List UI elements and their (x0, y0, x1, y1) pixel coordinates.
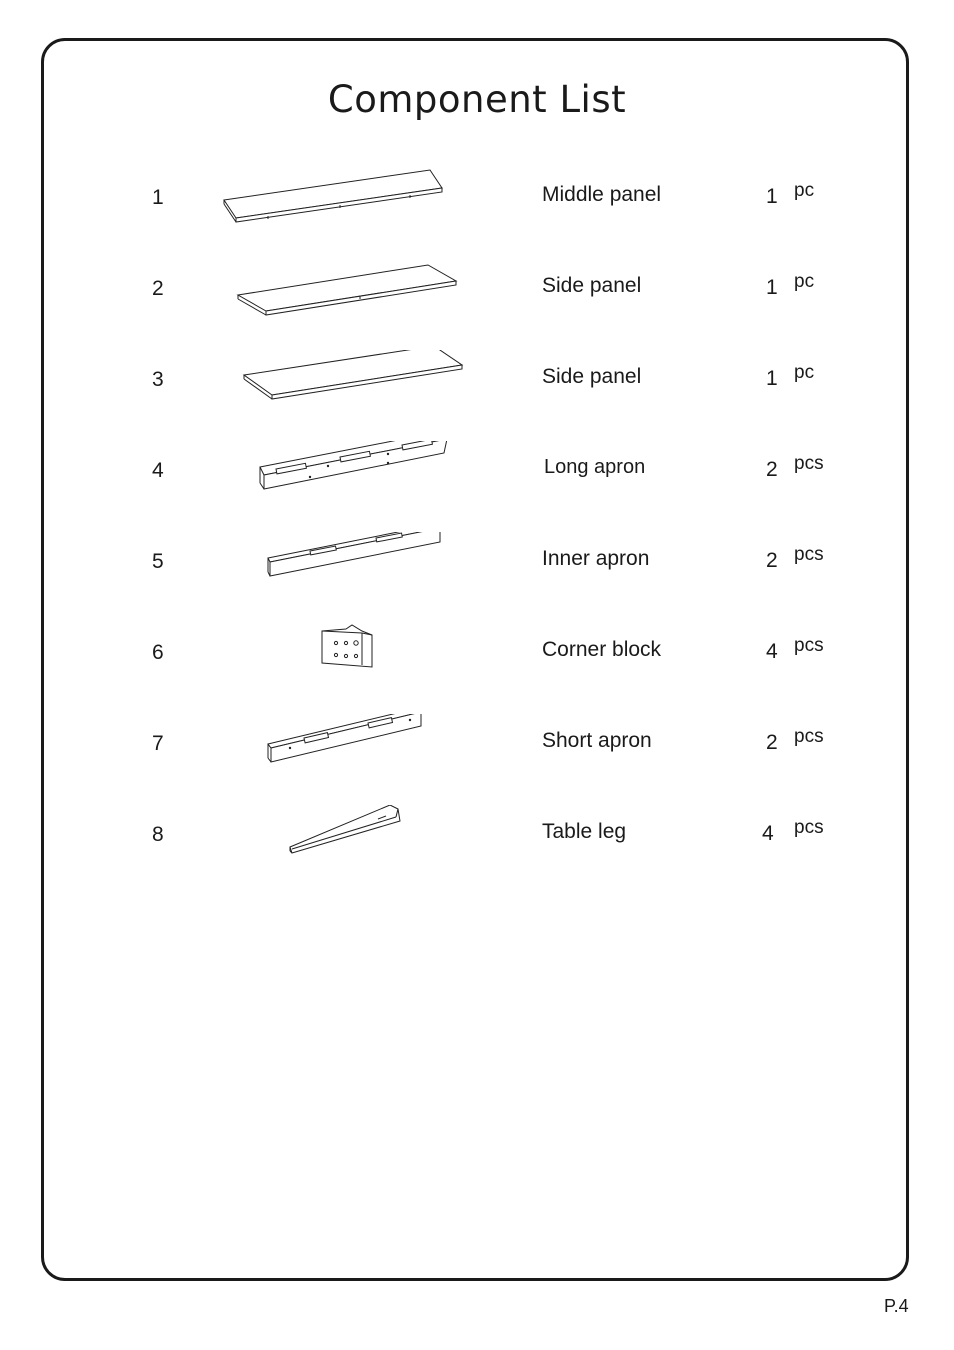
component-unit: pcs (794, 453, 824, 474)
component-qty: 2 (766, 549, 778, 572)
component-row (0, 623, 954, 693)
component-unit: pcs (794, 726, 824, 747)
side-panel-icon (210, 350, 480, 420)
component-number: 4 (152, 459, 164, 482)
component-name: Side panel (542, 365, 642, 388)
component-row (0, 805, 954, 875)
component-row (0, 259, 954, 329)
page-number: P.4 (884, 1296, 909, 1316)
component-qty: 2 (766, 731, 778, 754)
component-row (0, 168, 954, 238)
component-qty: 2 (766, 458, 778, 481)
component-number: 3 (152, 368, 164, 391)
component-name: Corner block (542, 638, 662, 661)
page-title: Component List (327, 78, 627, 121)
component-row (0, 441, 954, 511)
component-number: 1 (152, 186, 164, 209)
component-qty: 1 (766, 367, 778, 390)
component-number: 8 (152, 823, 164, 846)
inner-apron-icon (210, 532, 480, 602)
side-panel-icon (210, 259, 480, 329)
component-unit: pc (794, 271, 815, 292)
component-unit: pc (794, 362, 815, 383)
short-apron-icon (210, 714, 480, 784)
middle-panel-icon (210, 168, 480, 238)
long-apron-icon (210, 441, 480, 511)
component-qty: 1 (766, 185, 778, 208)
corner-block-icon (210, 623, 480, 693)
component-number: 2 (152, 277, 164, 300)
component-number: 5 (152, 550, 164, 573)
component-row (0, 532, 954, 602)
component-qty: 4 (762, 822, 774, 845)
component-qty: 4 (766, 640, 778, 663)
component-row (0, 350, 954, 420)
component-name: Inner apron (542, 547, 650, 570)
component-unit: pcs (794, 817, 824, 838)
component-unit: pcs (794, 635, 824, 656)
component-unit: pcs (794, 544, 824, 565)
component-row (0, 714, 954, 784)
table-leg-icon (210, 805, 480, 875)
component-unit: pc (794, 180, 815, 201)
component-name: Short apron (542, 729, 652, 752)
component-name: Side panel (542, 274, 642, 297)
component-name: Long apron (544, 456, 646, 478)
component-qty: 1 (766, 276, 778, 299)
component-number: 7 (152, 732, 164, 755)
component-name: Middle panel (542, 183, 662, 206)
component-number: 6 (152, 641, 164, 664)
component-name: Table leg (542, 820, 627, 843)
